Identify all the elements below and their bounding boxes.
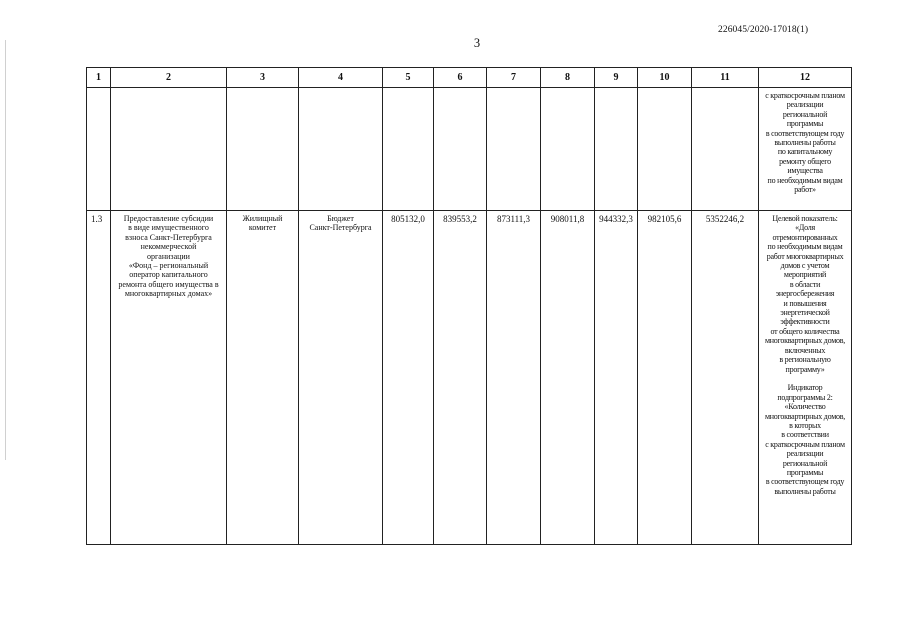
cont-cell-9 bbox=[595, 88, 638, 211]
table-row-1-3 bbox=[87, 211, 852, 545]
value-10: 982105,6 bbox=[647, 214, 682, 224]
document-id: 226045/2020-17018(1) bbox=[718, 25, 809, 35]
cont-cell-1 bbox=[87, 88, 111, 211]
column-header-8: 8 bbox=[541, 68, 595, 88]
column-header-11: 11 bbox=[692, 68, 759, 88]
column-number-header-row bbox=[87, 68, 852, 88]
continuation-indicator-text: с краткосрочным планом реализации региональной программы в соответствующем году выполнены работы по капитальному ремонту общего имущества по необходимым видам работ» bbox=[765, 91, 845, 195]
column-header-12: 12 bbox=[759, 68, 852, 88]
column-header-1: 1 bbox=[87, 68, 111, 88]
cont-cell-12 bbox=[759, 88, 852, 211]
measure-description: Предоставление субсидии в виде имущественного взноса Санкт-Петербурга некоммерческой организации «Фонд – региональный оператор капитального ремонта общего имущества в многоквартирных домах» bbox=[118, 214, 219, 299]
cont-cell-5 bbox=[383, 88, 434, 211]
column-header-7: 7 bbox=[487, 68, 541, 88]
column-header-4: 4 bbox=[299, 68, 383, 88]
value-6: 839553,2 bbox=[443, 214, 477, 224]
cont-cell-8 bbox=[541, 88, 595, 211]
row-number-cell bbox=[87, 211, 111, 545]
column-header-3: 3 bbox=[227, 68, 299, 88]
page-number: 3 bbox=[473, 36, 481, 50]
value-cell-6 bbox=[434, 211, 487, 545]
source-cell bbox=[299, 211, 383, 545]
value-cell-7 bbox=[487, 211, 541, 545]
value-9: 944332,3 bbox=[599, 214, 633, 224]
description-cell bbox=[111, 211, 227, 545]
cont-cell-3 bbox=[227, 88, 299, 211]
cont-cell-7 bbox=[487, 88, 541, 211]
value-7: 873111,3 bbox=[496, 214, 531, 224]
column-header-9: 9 bbox=[595, 68, 638, 88]
scan-artifact-left bbox=[5, 40, 6, 460]
value-total: 5352246,2 bbox=[705, 214, 745, 224]
cont-cell-11 bbox=[692, 88, 759, 211]
value-cell-9 bbox=[595, 211, 638, 545]
executor-name: Жилищный комитет bbox=[242, 214, 283, 233]
cont-cell-4 bbox=[299, 88, 383, 211]
value-8: 908011,8 bbox=[550, 214, 585, 224]
program-table bbox=[86, 67, 852, 545]
column-header-2: 2 bbox=[111, 68, 227, 88]
column-header-6: 6 bbox=[434, 68, 487, 88]
cont-cell-2 bbox=[111, 88, 227, 211]
cont-cell-10 bbox=[638, 88, 692, 211]
indicator-cell bbox=[759, 211, 852, 545]
column-header-10: 10 bbox=[638, 68, 692, 88]
value-5: 805132,0 bbox=[391, 214, 425, 224]
column-header-5: 5 bbox=[383, 68, 434, 88]
row-number: 1.3 bbox=[91, 214, 103, 224]
indicator-text: Целевой показатель: «Доля отремонтированных по необходимым видам работ многоквартирных домов с учетом мероприятий в области энергосбережения и повышения энергетической эффективности от общего количества многоквартирных домов, включенных в региональную программу» Индикатор подпрограммы 2: «Количество многоквартирных домов, в которых в соответствии с краткосрочным планом реализации региональной программы в соответствующем году выполнены работы bbox=[764, 214, 846, 496]
value-cell-10 bbox=[638, 211, 692, 545]
value-cell-8 bbox=[541, 211, 595, 545]
value-cell-11 bbox=[692, 211, 759, 545]
cont-cell-6 bbox=[434, 88, 487, 211]
executor-cell bbox=[227, 211, 299, 545]
value-cell-5 bbox=[383, 211, 434, 545]
continuation-row bbox=[87, 88, 852, 211]
funding-source: Бюджет Санкт-Петербурга bbox=[309, 214, 372, 233]
